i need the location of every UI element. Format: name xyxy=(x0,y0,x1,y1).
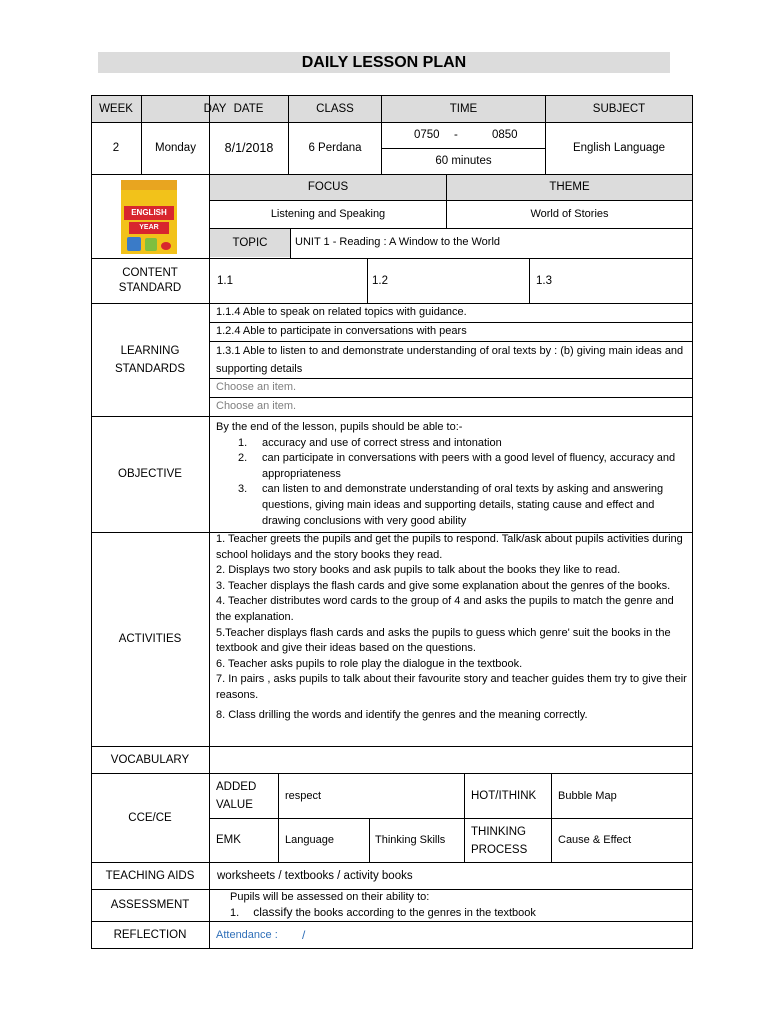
assessment-item xyxy=(230,905,680,921)
duration-value: 60 minutes xyxy=(435,155,492,167)
cover-title: ENGLISH xyxy=(124,206,174,220)
teaching-aids-value: worksheets / textbooks / activity books xyxy=(217,869,413,882)
learning-standards-label: LEARNING STANDARDS xyxy=(114,345,186,375)
objective-intro: By the end of the lesson, pupils should be able to:- xyxy=(216,421,463,433)
activity-item: 7. In pairs , asks pupils to talk about their favourite story and teacher guides them try to give their reasons. xyxy=(216,673,687,701)
thinking-process-label: THINKING PROCESS xyxy=(471,825,528,856)
activity-item: 2. Displays two story books and ask pupils to talk about the books they like to read. xyxy=(216,564,621,577)
week-header: WEEK xyxy=(99,102,133,115)
learning-standard-1: 1.1.4 Able to speak on related topics with guidance. xyxy=(216,306,467,318)
activity-item: 3. Teacher displays the flash cards and give some explanation about the genres of the books. xyxy=(216,579,671,592)
topic-label: TOPIC xyxy=(232,237,268,249)
time-start: 0750 xyxy=(414,129,440,141)
teaching-aids-label: TEACHING AIDS xyxy=(105,869,195,882)
added-value-label: ADDED VALUE xyxy=(216,781,257,811)
assessment-item-text: the books according to the genres in the textbook xyxy=(292,907,536,919)
objective-list xyxy=(216,436,686,530)
assessment-intro: Pupils will be assessed on their ability to: xyxy=(230,891,430,903)
activity-item: 6. Teacher asks pupils to role play the dialogue in the textbook. xyxy=(216,657,523,670)
activity-item: 4. Teacher distributes word cards to the group of 4 and asks the pupils to match the genre and the explanation. xyxy=(216,595,674,623)
activity-item: 5.Teacher displays flash cards and asks the pupils to guess which genre' suit the books in the textbook and give their ideas based on the questions. xyxy=(216,626,671,655)
activities-label: ACTIVITIES xyxy=(118,633,182,645)
objective-label: OBJECTIVE xyxy=(118,468,182,480)
learning-standard-choose-2[interactable]: Choose an item. xyxy=(216,400,297,412)
content-standard-3: 1.3 xyxy=(536,274,552,287)
objective-item: 3. can listen to and demonstrate understanding of oral texts by asking and answering questions, giving main ideas and supporting details, stating cause and effect and drawing conclusions with very good ability xyxy=(238,483,664,527)
learning-standard-2: 1.2.4 Able to participate in conversations with pears xyxy=(216,325,467,337)
objective-item: 1. accuracy and use of correct stress and intonation xyxy=(238,436,502,449)
week-value: 2 xyxy=(112,142,120,154)
day-header: DAY xyxy=(203,102,227,115)
emk-thinking-skills: Thinking Skills xyxy=(375,834,446,846)
reflection-label: REFLECTION xyxy=(113,928,187,941)
content-standard-label: CONTENT STANDARD xyxy=(118,267,182,294)
activity-item: 8. Class drilling the words and identify the genres and the meaning correctly. xyxy=(216,708,588,721)
hot-ithink-label: HOT/ITHINK xyxy=(471,789,537,802)
time-dash: - xyxy=(454,129,458,141)
content-standard-2: 1.2 xyxy=(372,274,388,287)
hot-ithink-value: Bubble Map xyxy=(558,789,617,802)
time-header: TIME xyxy=(449,102,478,115)
date-header: DATE xyxy=(233,102,264,115)
time-range xyxy=(382,123,545,148)
assessment-item-number: 1. xyxy=(230,907,240,919)
page-title: DAILY LESSON PLAN xyxy=(98,52,670,73)
content-standard-1: 1.1 xyxy=(217,274,233,287)
theme-value: World of Stories xyxy=(530,208,609,220)
learning-standard-3: 1.3.1 Able to listen to and demonstrate understanding of oral texts by : (b) giving main ideas and supporting details xyxy=(216,345,684,375)
day-value: Monday xyxy=(155,142,196,154)
subject-header: SUBJECT xyxy=(592,102,646,115)
attendance-label: Attendance : xyxy=(216,929,278,941)
vocabulary-value xyxy=(210,747,692,773)
class-header: CLASS xyxy=(316,102,354,115)
emk-label: EMK xyxy=(216,834,241,846)
thinking-process-value: Cause & Effect xyxy=(558,834,632,846)
cover-subtitle: YEAR xyxy=(129,222,169,234)
added-value: respect xyxy=(285,789,322,802)
focus-value: Listening and Speaking xyxy=(270,208,386,220)
theme-header: THEME xyxy=(549,181,590,193)
objective-content xyxy=(216,420,686,529)
learning-standard-choose-1[interactable]: Choose an item. xyxy=(216,381,297,393)
attendance-slash[interactable]: / xyxy=(302,928,306,942)
class-value: 6 Perdana xyxy=(308,142,362,154)
vocabulary-label: VOCABULARY xyxy=(110,753,190,766)
cce-label: CCE/CE xyxy=(128,811,172,824)
activities-list xyxy=(216,532,688,723)
assessment-label: ASSESSMENT xyxy=(110,899,190,911)
focus-header: FOCUS xyxy=(307,181,349,193)
topic-value: UNIT 1 - Reading : A Window to the World xyxy=(295,235,501,248)
textbook-cover-image xyxy=(121,180,177,254)
objective-item: 2. can participate in conversations with peers with a good level of fluency, accuracy and appropriateness xyxy=(238,452,676,480)
emk-language: Language xyxy=(285,834,334,846)
date-value: 8/1/2018 xyxy=(224,141,274,155)
time-end: 0850 xyxy=(492,129,518,141)
subject-value: English Language xyxy=(572,142,666,154)
activity-item: 1. Teacher greets the pupils and get the pupils to respond. Talk/ask about pupils activities during school holidays and the story books they read. xyxy=(216,533,683,561)
assessment-item-verb: classify xyxy=(253,905,293,919)
